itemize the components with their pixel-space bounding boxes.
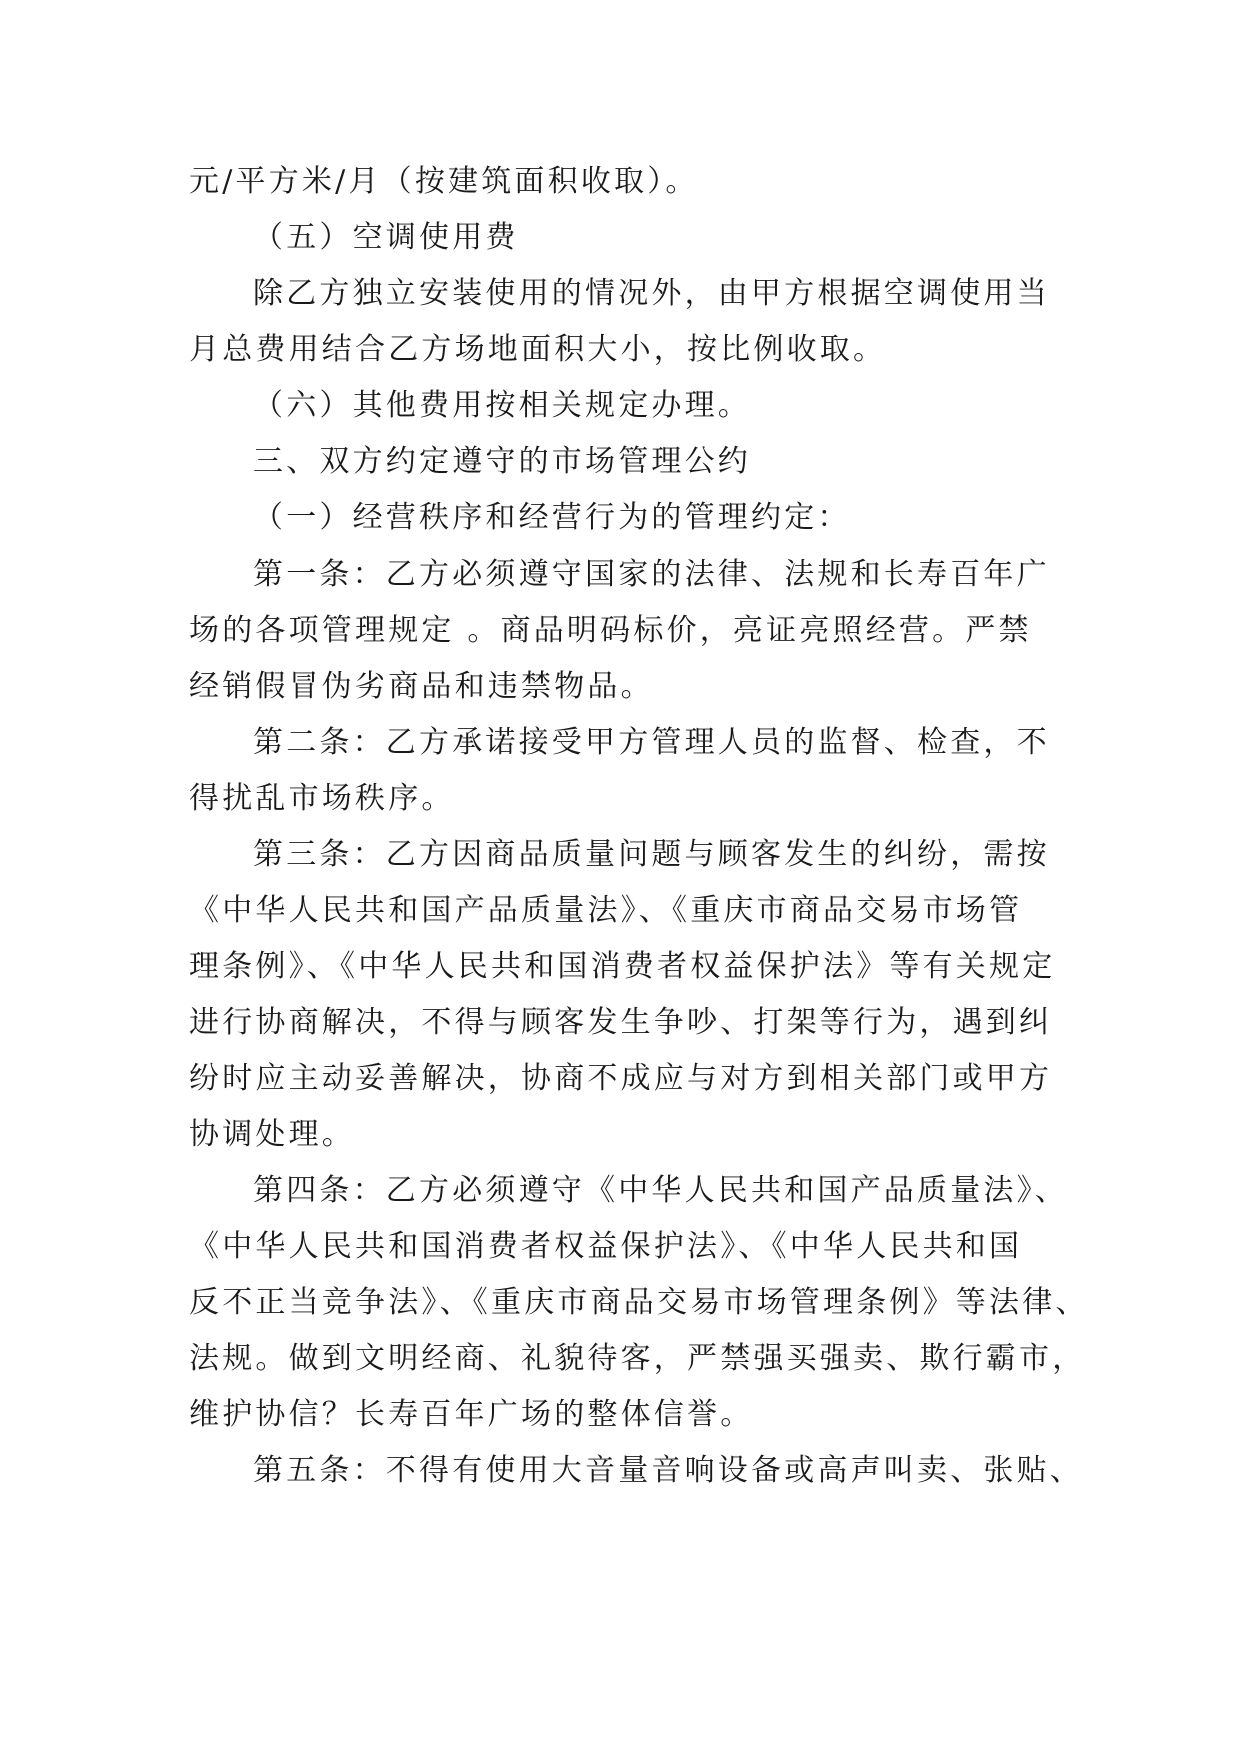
text-line: （六）其他费用按相关规定办理。 xyxy=(253,388,751,423)
text-line: 维护协信？长寿百年广场的整体信誉。 xyxy=(189,1397,754,1432)
text-line: 月总费用结合乙方场地面积大小，按比例收取。 xyxy=(189,332,887,367)
text-line: 元/平方米/月（按建筑面积收取）。 xyxy=(189,164,699,199)
text-line: 第一条：乙方必须遵守国家的法律、法规和长寿百年广 xyxy=(253,557,1050,592)
text-line: 除乙方独立安装使用的情况外，由甲方根据空调使用当 xyxy=(253,276,1050,311)
text-line: 《中华人民共和国产品质量法》、《重庆市商品交易市场管 xyxy=(189,893,1023,928)
text-line: 纷时应主动妥善解决，协商不成应与对方到相关部门或甲方 xyxy=(189,1061,1053,1096)
text-line: 反不正当竞争法》、《重庆市商品交易市场管理条例》等法律、 xyxy=(189,1285,1089,1320)
text-line: 理条例》、《中华人民共和国消费者权益保护法》等有关规定 xyxy=(189,949,1056,984)
text-line: 第二条：乙方承诺接受甲方管理人员的监督、检查，不 xyxy=(253,725,1050,760)
text-line: 场的各项管理规定 。商品明码标价，亮证亮照经营。严禁 xyxy=(189,613,1032,648)
section-heading: （一）经营秩序和经营行为的管理约定： xyxy=(253,500,851,535)
text-line: 经销假冒伪劣商品和违禁物品。 xyxy=(189,669,654,704)
section-heading: （五）空调使用费 xyxy=(253,220,519,255)
section-heading: 三、双方约定遵守的市场管理公约 xyxy=(253,444,751,479)
text-line: 进行协商解决，不得与顾客发生争吵、打架等行为，遇到纠 xyxy=(189,1005,1053,1040)
text-line: 得扰乱市场秩序。 xyxy=(189,781,455,816)
text-line: 第三条：乙方因商品质量问题与顾客发生的纠纷，需按 xyxy=(253,837,1050,872)
text-line: 第四条：乙方必须遵守《中华人民共和国产品质量法》、 xyxy=(253,1173,1068,1208)
text-line: 《中华人民共和国消费者权益保护法》、《中华人民共和国 xyxy=(189,1229,1023,1264)
text-line: 协调处理。 xyxy=(189,1117,355,1152)
text-line: 第五条：不得有使用大音量音响设备或高声叫卖、张贴、 xyxy=(253,1453,1083,1488)
text-line: 法规。做到文明经商、礼貌待客，严禁强买强卖、欺行霸市， xyxy=(189,1341,1086,1376)
